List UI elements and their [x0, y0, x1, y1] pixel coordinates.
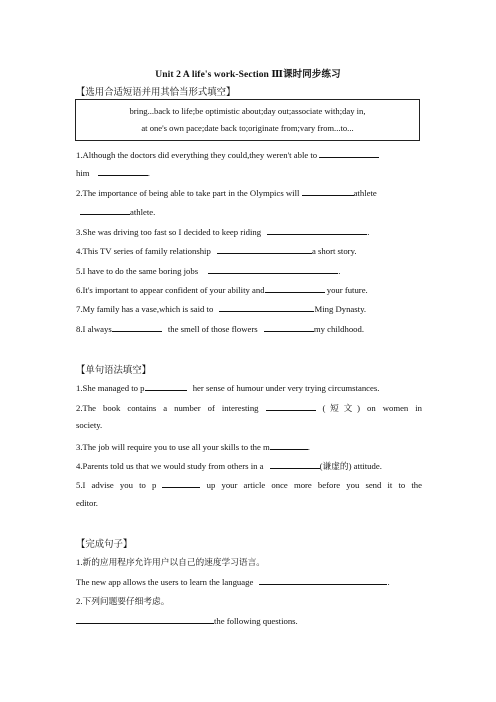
answer-blank[interactable]	[302, 186, 354, 196]
answer-blank[interactable]	[264, 322, 314, 332]
grammar-question-2: 2.The book contains a number of interesting (短文) on women in	[76, 403, 423, 413]
phrase-question-1: 1.Although the doctors did everything they could,they weren't able to	[76, 148, 422, 160]
sentence-question-2-cn: 2.下列问题要仔细考虑。	[76, 596, 170, 606]
answer-blank[interactable]	[266, 401, 316, 411]
grammar-question-2-cont: society.	[76, 420, 103, 430]
phrase-question-4: 4.This TV series of family relationship a short story.	[76, 246, 357, 256]
section-heading-grammar: 【单句语法填空】	[76, 366, 152, 376]
section-heading-phrases: 【选用合适短语并用其恰当形式填空】	[76, 88, 236, 98]
phrase-bank-line-2: at one's own pace;date back to;originate from;vary from...to...	[141, 123, 354, 133]
phrase-question-3: 3.She was driving too fast so I decided to keep riding .	[76, 227, 370, 237]
grammar-question-1: 1.She managed to p her sense of humour under very trying circumstances.	[76, 383, 380, 393]
answer-blank[interactable]	[208, 264, 338, 274]
answer-blank[interactable]	[98, 166, 148, 176]
phrase-question-8: 8.I always the smell of those flowers my childhood.	[76, 324, 365, 334]
sentence-question-1-cn: 1.新的应用程序允许用户以自己的速度学习语言。	[76, 557, 265, 567]
sentence-question-2-en: the following questions.	[76, 614, 422, 626]
answer-blank[interactable]	[162, 478, 200, 488]
answer-blank[interactable]	[265, 283, 325, 293]
phrase-question-1-cont: him .	[76, 168, 150, 178]
phrase-bank-line-1: bring...back to life;be optimistic about;day out;associate with;day in,	[129, 106, 366, 116]
answer-blank[interactable]	[112, 322, 162, 332]
section-heading-sentences: 【完成句子】	[76, 540, 133, 550]
page-title: Unit 2 A life's work-Section Ⅲ课时同步练习	[155, 70, 341, 80]
answer-blank[interactable]	[267, 225, 367, 235]
grammar-question-3: 3.The job will require you to use all your skills to the m .	[76, 442, 310, 452]
answer-blank[interactable]	[259, 575, 387, 585]
grammar-question-5: 5.I advise you to p up your article once more before you send it to the	[76, 480, 423, 490]
grammar-question-5-cont: editor.	[76, 498, 98, 508]
answer-blank[interactable]	[80, 205, 130, 215]
answer-blank[interactable]	[76, 614, 214, 624]
phrase-question-6: 6.It's important to appear confident of your ability and your future.	[76, 285, 368, 295]
answer-blank[interactable]	[219, 302, 314, 312]
answer-blank[interactable]	[270, 440, 308, 450]
phrase-question-2: 2.The importance of being able to take part in the Olympics will athlete	[76, 188, 377, 198]
answer-blank[interactable]	[217, 244, 312, 254]
answer-blank[interactable]	[319, 148, 379, 158]
phrase-question-2-cont: athlete.	[76, 205, 422, 217]
grammar-question-4: 4.Parents told us that we would study from others in a (谦虚的) attitude.	[76, 461, 382, 471]
phrase-question-5: 5.I have to do the same boring jobs .	[76, 266, 341, 276]
answer-blank[interactable]	[270, 459, 320, 469]
phrase-bank-box	[75, 99, 420, 141]
phrase-question-7: 7.My family has a vase,which is said to Ming Dynasty.	[76, 304, 367, 314]
answer-blank[interactable]	[145, 381, 187, 391]
sentence-question-1-en: The new app allows the users to learn the language .	[76, 577, 390, 587]
